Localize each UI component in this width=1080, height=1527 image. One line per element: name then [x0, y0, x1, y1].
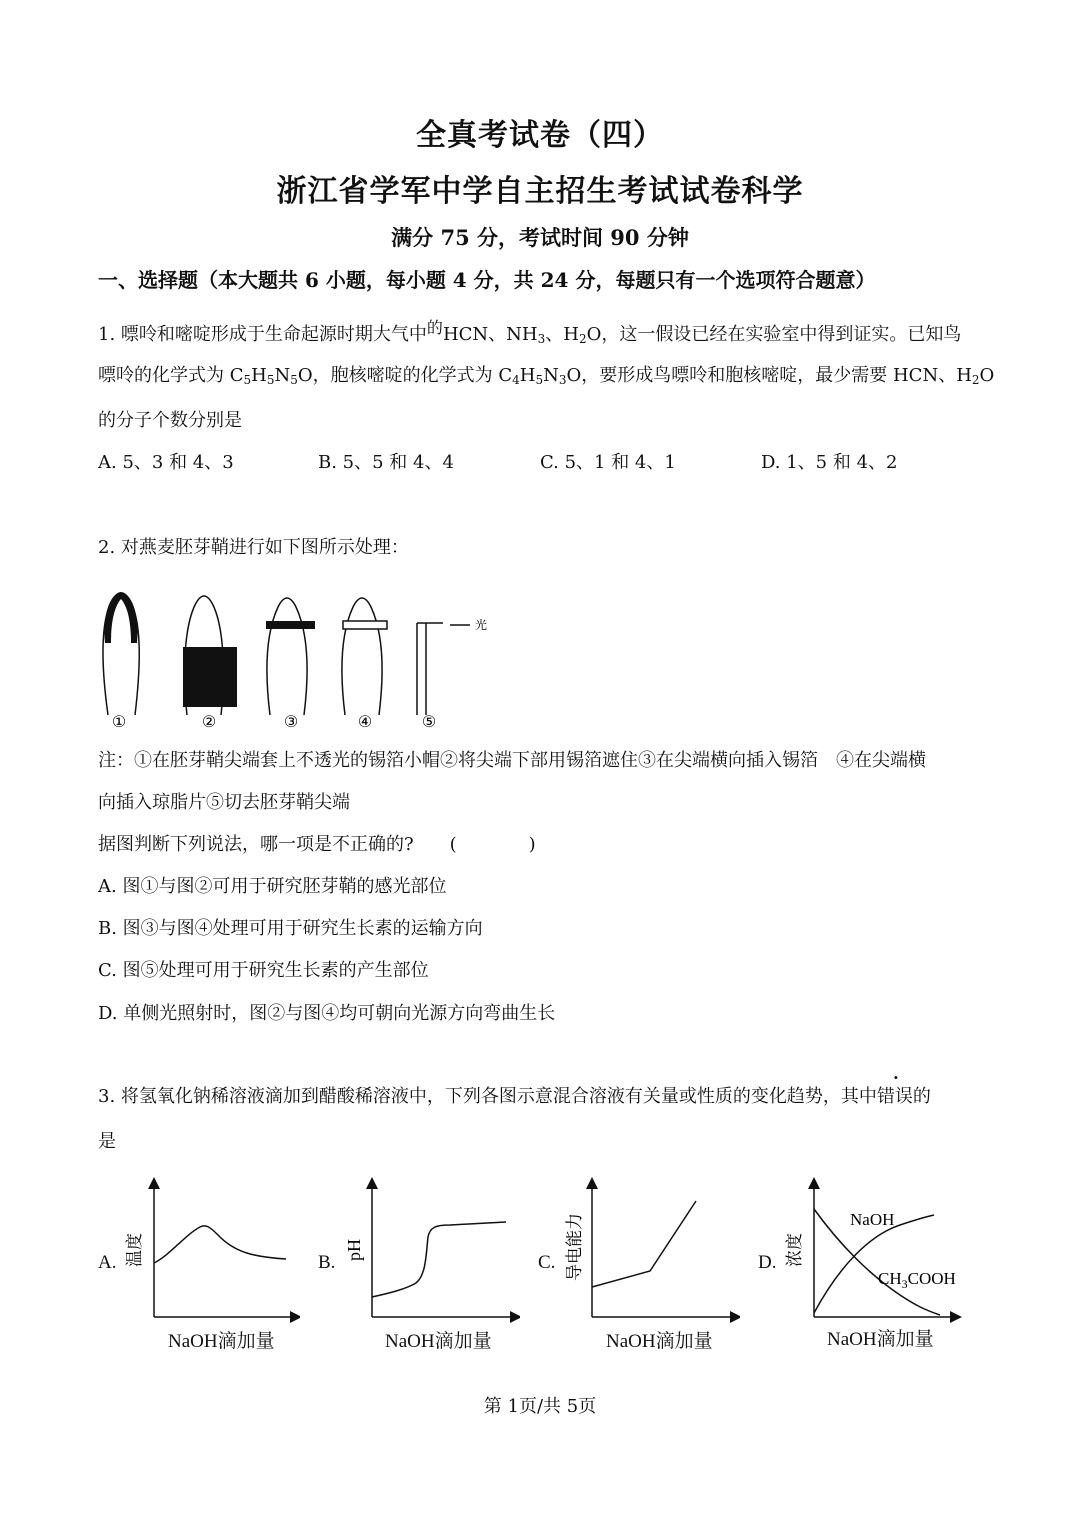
q1-option-c: C. 5、1 和 4、1	[540, 452, 676, 473]
chart-b-curve	[372, 1222, 506, 1297]
coleoptile-4	[342, 598, 387, 715]
exam-title: 全真考试卷（四）	[416, 118, 664, 153]
exam-subtitle: 浙江省学军中学自主招生考试试卷科学	[276, 174, 804, 209]
q2-option-b: B. 图③与图④处理可用于研究生长素的运输方向	[98, 918, 483, 939]
chart-c-option: C.	[538, 1252, 556, 1273]
chart-d-naoh-curve	[814, 1215, 934, 1313]
chart-a-option: A.	[98, 1252, 117, 1273]
agar-block	[343, 621, 387, 629]
chart-d	[780, 1175, 980, 1325]
coleoptile-5	[417, 617, 487, 715]
score-info: 满分 75 分，考试时间 90 分钟	[391, 225, 689, 250]
q2-note-line2: 向插入琼脂片⑤切去胚芽鞘尖端	[98, 792, 350, 813]
q2-option-a: A. 图①与图②可用于研究胚芽鞘的感光部位	[98, 876, 447, 897]
chart-c-curve	[592, 1201, 696, 1287]
chart-d-series-ch3cooh: $CH_3COOH$	[878, 1269, 956, 1291]
coleoptile-3	[266, 598, 315, 715]
chart-a-curve	[154, 1226, 286, 1263]
coleoptile-figure	[95, 585, 495, 735]
chart-c	[560, 1175, 740, 1325]
chart-a	[120, 1175, 300, 1325]
figure-number-5: ⑤	[421, 714, 437, 731]
q1-option-d: D. 1、5 和 4、2	[761, 452, 898, 473]
q1-option-a: A. 5、3 和 4、3	[98, 452, 234, 473]
q3-stem: 3. 将氢氧化钠稀溶液滴加到醋酸稀溶液中，下列各图示意混合溶液有关量或性质的变化趋势，其中错误的	[98, 1086, 931, 1107]
q2-note-line1: 注：①在胚芽鞘尖端套上不透光的锡箔小帽②将尖端下部用锡箔遮住③在尖端横向插入锡箔 ④在尖端横	[98, 750, 926, 771]
chart-b-xlabel: NaOH滴加量	[385, 1331, 492, 1352]
chart-d-xlabel: NaOH滴加量	[827, 1329, 934, 1350]
chart-d-ylabel: 浓度	[785, 1233, 804, 1267]
foil-cover	[183, 647, 237, 707]
chart-c-ylabel: 导电能力	[565, 1213, 584, 1281]
light-label: 光	[475, 618, 488, 632]
q1-line1: 1. 嘌呤和嘧啶形成于生命起源时期大气中$^的$HCN、$NH_3$、$H_2O$，这一假设已经在实验室中得到证实。已知鸟	[98, 318, 962, 346]
q3-stem-line2: 是	[98, 1131, 116, 1152]
opaque-cap	[104, 592, 137, 643]
chart-b-option: B.	[318, 1252, 336, 1273]
figure-number-4: ④	[357, 714, 373, 731]
chart-d-option: D.	[758, 1252, 777, 1273]
page-footer: 第 1页/共 5页	[483, 1396, 597, 1417]
q2-option-c: C. 图⑤处理可用于研究生长素的产生部位	[98, 960, 429, 981]
chart-b	[340, 1175, 520, 1325]
q2-stem: 2. 对燕麦胚芽鞘进行如下图所示处理：	[98, 537, 409, 558]
chart-c-xlabel: NaOH滴加量	[606, 1331, 713, 1352]
inserted-foil	[266, 621, 315, 629]
q2-option-d: D. 单侧光照射时，图②与图④均可朝向光源方向弯曲生长	[98, 1003, 556, 1024]
section-heading: 一、选择题（本大题共 6 小题，每小题 4 分，共 24 分，每题只有一个选项符合题意）	[98, 268, 876, 292]
q1-option-b: B. 5、5 和 4、4	[318, 452, 454, 473]
figure-number-2: ②	[201, 714, 217, 731]
chart-a-xlabel: NaOH滴加量	[168, 1331, 275, 1352]
q2-question: 据图判断下列说法，哪一项是不正确的? ( )	[98, 834, 536, 855]
q1-line3: 的分子个数分别是	[98, 410, 242, 431]
chart-a-ylabel: 温度	[125, 1233, 144, 1267]
figure-number-1: ①	[111, 714, 127, 731]
coleoptile-1	[103, 592, 139, 715]
figure-number-3: ③	[283, 714, 299, 731]
coleoptile-2	[183, 596, 237, 715]
q1-line2: 嘌呤的化学式为 $C_5H_5N_5O$，胞核嘧啶的化学式为 $C_4H_5N_3O$，要形成鸟嘌呤和胞核嘧啶，最少需要 HCN、$H_2O$	[98, 365, 995, 387]
chart-b-ylabel: pH	[344, 1239, 364, 1261]
chart-d-series-naoh: NaOH	[850, 1210, 895, 1229]
